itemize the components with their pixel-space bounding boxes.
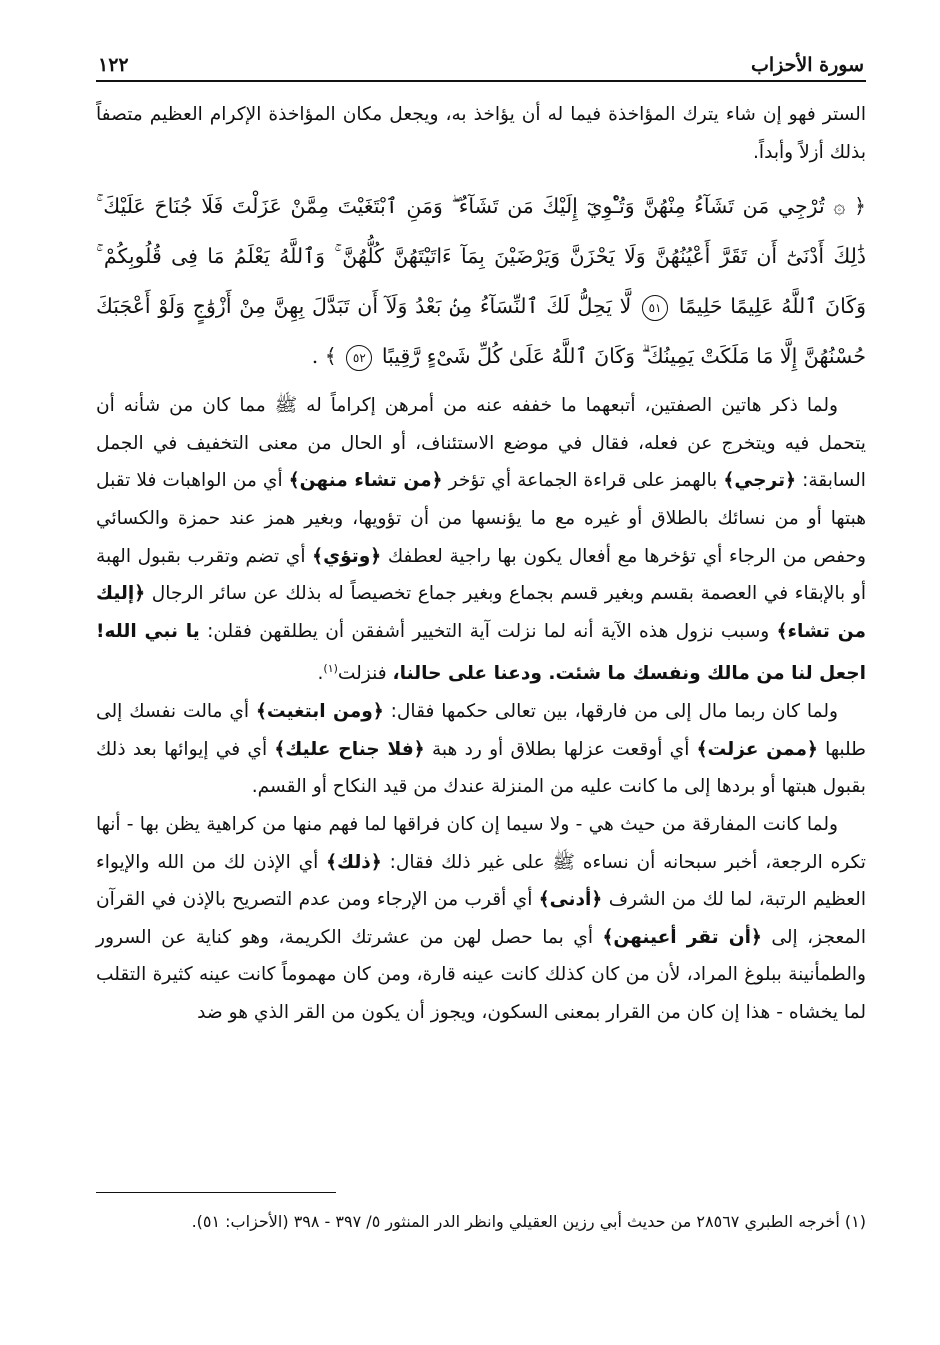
footnote-divider — [96, 1192, 336, 1193]
paragraph-4: ولما كانت المفارقة من حيث هي - ولا سيما إن كان فراقها لما فهم منها من كراهية يظن بها - أنها تكره الرجعة، أخبر سبحانه أن نساءه ﷺ على غير ذلك فقال: ﴿ذلك﴾ أي الإذن لك من الله والإيواء العظيم الرتبة، لما لك من الشرف ﴿أدنى﴾ أي أقرب من الإرجاء ومن عدم التصريح بالإذن في القرآن المعجز، إلى ﴿أن تقر أعينهن﴾ أي بما حصل لهن من عشرتك الكريمة، وهو كناية عن السرور والطمأنينة ببلوغ المراد، لأن من كان كذلك كانت عينه قارة، ومن كان مهموماً كانت عينه كثيرة التقلب لما يخشاه - هذا إن كان من القرار بمعنى السكون، ويجوز أن يكون من القر الذي هو ضد — [96, 813, 867, 1023]
paragraph-3: ولما كان ربما مال إلى من فارقها، بين تعالى حكمها فقال: ﴿ومن ابتغيت﴾ أي مالت نفسك إلى طلبها ﴿ممن عزلت﴾ أي أوقعت عزلها بطلاق أو رد هبة ﴿فلا جناح عليك﴾ أي في إيوائها بعد ذلك بقبول هبتها أو بردها إلى ما كانت عليه من المنزلة عندك من قيد النكاح أو القسم. — [96, 701, 866, 798]
page-header — [96, 38, 866, 82]
quran-quote: ﴿ذلك﴾ — [326, 851, 382, 873]
quran-quote: ﴿وتؤي﴾ — [312, 545, 382, 567]
quran-quote: ﴿أدنى﴾ — [538, 889, 603, 911]
verse-star-ornament-icon: ۞ — [833, 194, 846, 219]
verse-text-52: لَّا يَحِلُّ لَكَ ٱلنِّسَآءُ مِنۢ بَعْدُ وَلَآ أَن تَبَدَّلَ بِهِنَّ مِنْ أَزْوَٰجٍ وَلَوْ أَعْجَبَكَ حُسْنُهُنَّ إِلَّا مَا مَلَكَتْ يَمِينُكَ ۗ وَكَانَ ٱللَّهُ عَلَىٰ كُلِّ شَىْءٍ رَّقِيبًا — [96, 294, 866, 369]
verse-close-bracket: ﴾ . — [311, 344, 337, 369]
body-text — [96, 96, 866, 1031]
quran-quote: ﴿فلا جناح عليك﴾ — [274, 738, 425, 760]
ayah-marker-52: ٥٢ — [346, 345, 372, 371]
quran-quote: ﴿ومن ابتغيت﴾ — [256, 701, 384, 723]
ayah-marker-51: ٥١ — [642, 295, 668, 321]
surah-title: سورة الأحزاب — [751, 54, 864, 76]
verse-text-51: تُرْجِي مَن تَشَآءُ مِنْهُنَّ وَتُـْٔوِيٓ إِلَيْكَ مَن تَشَآءُ ۖ وَمَنِ ٱبْتَغَيْتَ مِمَّنْ عَزَلْتَ فَلَا جُنَاحَ عَلَيْكَ ۚ ذَٰلِكَ أَدْنَىٰٓ أَن تَقَرَّ أَعْيُنُهُنَّ وَلَا يَحْزَنَّ وَيَرْضَيْنَ بِمَآ ءَاتَيْتَهُنَّ كُلُّهُنَّ ۚ وَٱللَّهُ يَعْلَمُ مَا فِى قُلُوبِكُمْ ۚ وَكَانَ ٱللَّهُ عَلِيمًا حَلِيمًا — [96, 194, 866, 319]
page-number: ١٢٢ — [98, 54, 129, 76]
quran-verse — [96, 181, 866, 381]
page — [96, 38, 866, 1031]
quran-quote: ﴿ممن عزلت﴾ — [696, 738, 818, 760]
footnote-ref[interactable]: (١) — [323, 662, 338, 676]
hadith-quote: يا نبي الله! اجعل لنا من مالك ونفسك ما شئت. ودعنا على حالنا، — [96, 620, 866, 685]
quran-quote: ﴿ترجي﴾ — [723, 470, 796, 492]
quran-quote: ﴿إليك من تشاء﴾ — [96, 583, 866, 642]
quran-quote: ﴿أن تقر أعينهن﴾ — [602, 926, 762, 948]
footnote: (١) أخرجه الطبري ٢٨٥٦٧ من حديث أبي رزين العقيلي وانظر الدر المنثور ٥/ ٣٩٧ - ٣٩٨ (الأحزاب: ٥١). — [191, 1212, 866, 1231]
quran-quote: ﴿من تشاء منهن﴾ — [288, 470, 443, 492]
verse-open-bracket: ﴿ — [853, 194, 866, 219]
paragraph-1: الستر فهو إن شاء يترك المؤاخذة فيما له أن يؤاخذ به، ويجعل مكان المؤاخذة الإكرام العظيم متصفاً بذلك أزلاً وأبداً. — [96, 104, 866, 163]
paragraph-2: ولما ذكر هاتين الصفتين، أتبعهما ما خففه عنه من أمرهن إكراماً له ﷺ مما كان من شأنه أن يتحمل فيه ويتخرج عن فعله، فقال في موضع الاستئناف، أو الحال من معنى التخفيف في الجمل السابقة: ﴿ترجي﴾ بالهمز على قراءة الجماعة أي تؤخر ﴿من تشاء منهن﴾ أي من الواهبات فلا تقبل هبتها أو من نسائك بالطلاق أو غيره مع ما يؤنسها من أن تؤويها، وبغير همز عند حمزة والكسائي وحفص من الرجاء أي تؤخرها مع أفعال يكون بها راجية لعطفك ﴿وتؤي﴾ أي تضم وتقرب بقبول الهبة أو بالإبقاء في العصمة بقسم وبغير قسم بجماع وبغير جماع تخصيصاً له بذلك عن سائر الرجال ﴿إليك من تشاء﴾ وسبب نزول هذه الآية أنه لما نزلت آية التخيير أشفقن أن يطلقهن فقلن: يا نبي الله! اجعل لنا من مالك ونفسك ما شئت. ودعنا على حالنا، فنزلت$^{(١)}$. — [96, 395, 866, 685]
